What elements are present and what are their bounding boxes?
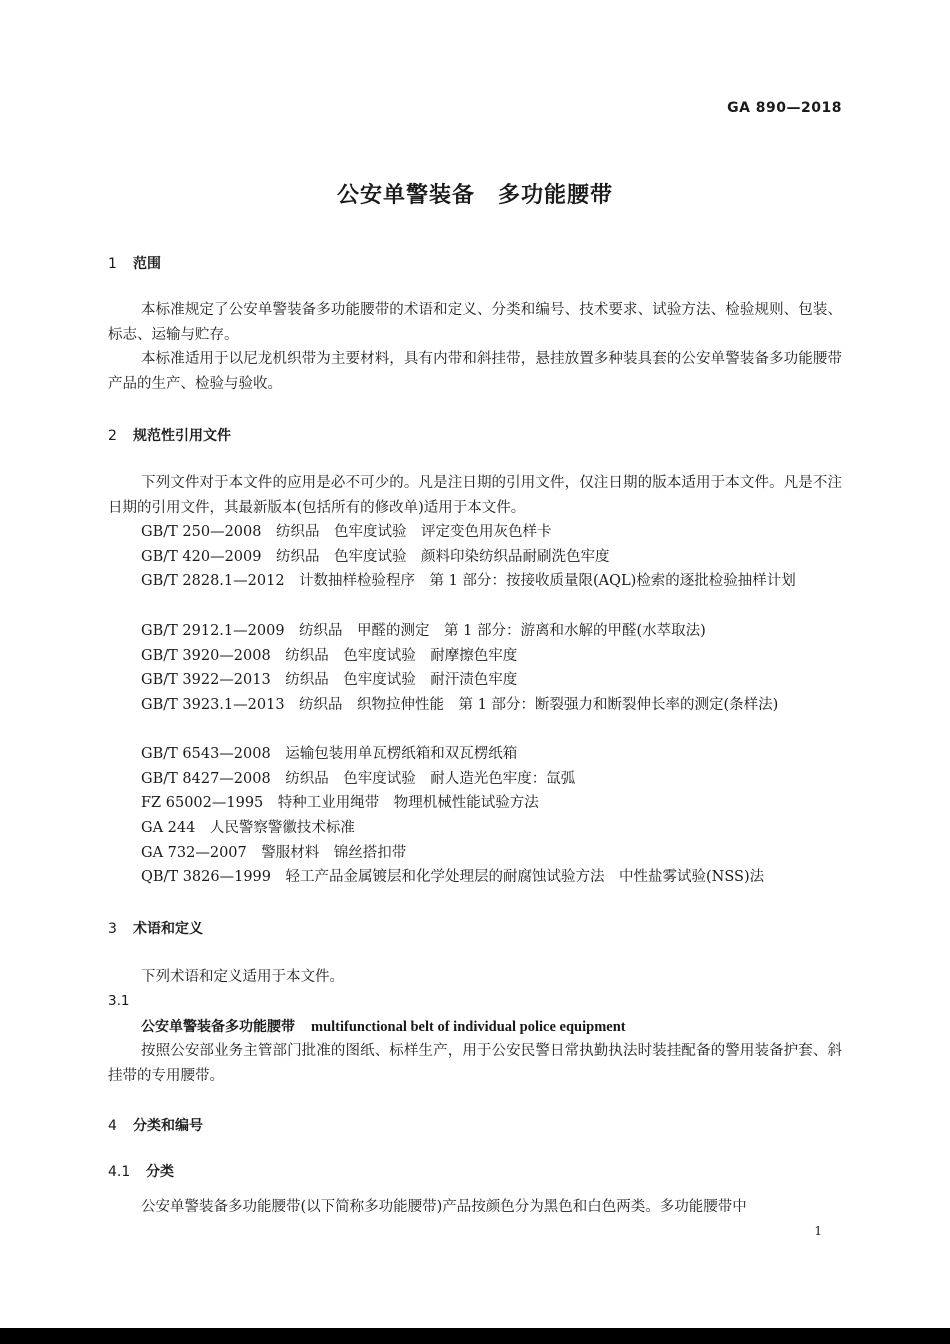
section-number: 4.1 bbox=[108, 1164, 131, 1180]
reference-item: GA 244 人民警察警徽技术标准 bbox=[141, 820, 355, 836]
paragraph: 本标准规定了公安单警装备多功能腰带的术语和定义、分类和编号、技术要求、试验方法、检验规则、包装、标志、运输与贮存。 bbox=[108, 302, 842, 343]
section-number: 4 bbox=[108, 1118, 117, 1134]
reference-item: GB/T 420—2009 纺织品 色牢度试验 颜料印染纺织品耐刷洗色牢度 bbox=[141, 549, 610, 565]
reference-item: GB/T 3923.1—2013 纺织品 织物拉伸性能 第 1 部分：断裂强力和断裂伸长率的测定(条样法) bbox=[141, 697, 779, 713]
section-title: 范围 bbox=[133, 256, 161, 272]
section-heading-terms bbox=[108, 918, 203, 938]
terms-intro bbox=[108, 965, 842, 990]
paragraph: 按照公安部业务主管部门批准的图纸、标样生产，用于公安民警日常执勤执法时装挂配备的警用装备护套、斜挂带的专用腰带。 bbox=[108, 1043, 842, 1084]
term-chinese: 公安单警装备多功能腰带 bbox=[141, 1019, 295, 1035]
section-number: 1 bbox=[108, 256, 117, 272]
section-heading-classification bbox=[108, 1115, 203, 1135]
term-number: 3.1 bbox=[108, 993, 130, 1009]
section-title: 规范性引用文件 bbox=[133, 428, 231, 444]
reference-item: GA 732—2007 警服材料 锦丝搭扣带 bbox=[141, 845, 407, 861]
bottom-edge-bar bbox=[0, 1328, 950, 1344]
references-intro bbox=[108, 471, 842, 520]
reference-item: GB/T 250—2008 纺织品 色牢度试验 评定变色用灰色样卡 bbox=[141, 524, 552, 540]
section-title: 分类 bbox=[146, 1164, 174, 1180]
section-heading-scope bbox=[108, 253, 161, 273]
classification-body bbox=[108, 1195, 842, 1220]
section-number: 3 bbox=[108, 921, 117, 937]
reference-item: GB/T 2828.1—2012 计数抽样检验程序 第 1 部分：按接收质量限(AQL)检索的逐批检验抽样计划 bbox=[141, 573, 796, 589]
paragraph: 下列文件对于本文件的应用是必不可少的。凡是注日期的引用文件，仅注日期的版本适用于本文件。凡是不注日期的引用文件，其最新版本(包括所有的修改单)适用于本文件。 bbox=[108, 475, 842, 516]
page-number: 1 bbox=[814, 1224, 822, 1238]
section-title: 分类和编号 bbox=[133, 1118, 203, 1134]
reference-item: QB/T 3826—1999 轻工产品金属镀层和化学处理层的耐腐蚀试验方法 中性盐雾试验(NSS)法 bbox=[141, 869, 765, 885]
section-title: 术语和定义 bbox=[133, 921, 203, 937]
paragraph: 下列术语和定义适用于本文件。 bbox=[141, 969, 344, 985]
term-definition bbox=[108, 1039, 842, 1088]
document-title: 公安单警装备 多功能腰带 bbox=[336, 183, 613, 208]
reference-item: GB/T 6543—2008 运输包装用单瓦楞纸箱和双瓦楞纸箱 bbox=[141, 746, 518, 762]
reference-item: GB/T 3922—2013 纺织品 色牢度试验 耐汗渍色牢度 bbox=[141, 672, 518, 688]
term-heading bbox=[141, 1016, 626, 1036]
reference-item: GB/T 3920—2008 纺织品 色牢度试验 耐摩擦色牢度 bbox=[141, 648, 518, 664]
standard-number: GA 890—2018 bbox=[727, 100, 842, 116]
section-heading-references bbox=[108, 425, 231, 445]
paragraph: 本标准适用于以尼龙机织带为主要材料，具有内带和斜挂带，悬挂放置多种装具套的公安单警装备多功能腰带产品的生产、检验与验收。 bbox=[108, 351, 842, 392]
section-number: 2 bbox=[108, 428, 117, 444]
reference-item: GB/T 8427—2008 纺织品 色牢度试验 耐人造光色牢度：氙弧 bbox=[141, 771, 576, 787]
reference-item: FZ 65002—1995 特种工业用绳带 物理机械性能试验方法 bbox=[141, 795, 539, 811]
reference-item: GB/T 2912.1—2009 纺织品 甲醛的测定 第 1 部分：游离和水解的甲醛(水萃取法) bbox=[141, 623, 706, 639]
term-english: multifunctional belt of individual police equipment bbox=[311, 1019, 626, 1035]
paragraph: 公安单警装备多功能腰带(以下简称多功能腰带)产品按颜色分为黑色和白色两类。多功能腰带中 bbox=[141, 1199, 747, 1215]
subsection-heading-classes bbox=[108, 1161, 174, 1181]
scope-body bbox=[108, 298, 842, 396]
